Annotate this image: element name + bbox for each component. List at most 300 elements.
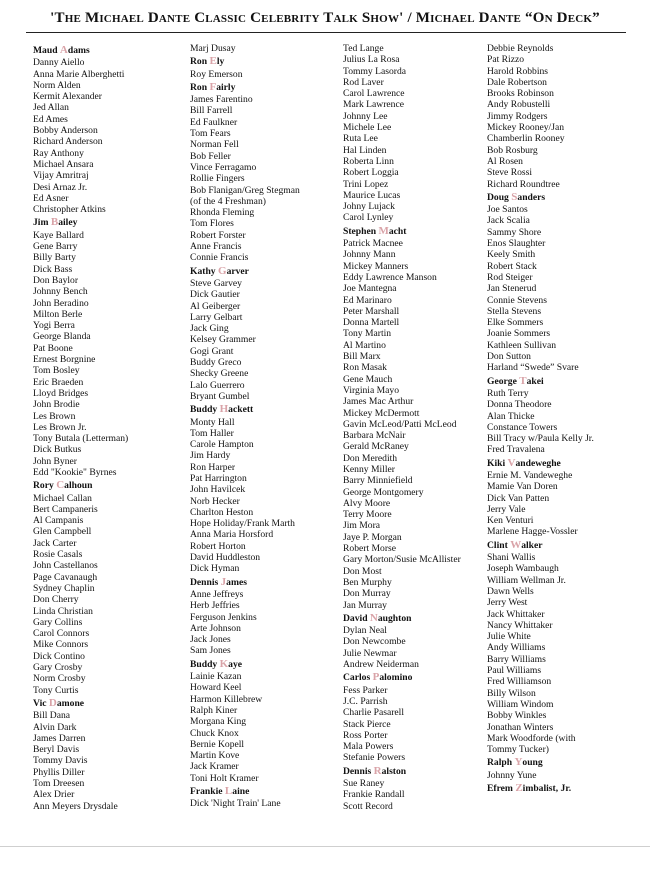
letter-section-header	[343, 766, 461, 777]
guest-name: Maurice Lucas	[343, 189, 401, 201]
guest-name: Sydney Chaplin	[33, 582, 95, 594]
guest-name: Christopher Atkins	[33, 204, 106, 216]
guest-name: Patrick Macnee	[343, 238, 403, 250]
section-header-text: ly	[216, 56, 225, 68]
guest-name: Tony Martin	[343, 328, 392, 340]
section-initial-letter: A	[59, 44, 68, 56]
page-title: 'The Michael Dante Classic Celebrity Talk Show' / Michael Dante “On Deck”	[50, 10, 600, 26]
guest-name: Carol Lawrence	[343, 88, 405, 100]
guest-name: Larry Gelbart	[190, 311, 243, 323]
guest-name: Lalo Guerrero	[190, 379, 245, 391]
guest-name: Bernie Kopell	[190, 738, 245, 750]
section-initial-letter: F	[209, 80, 217, 93]
section-header-text: alhoun	[64, 480, 93, 492]
guest-name: Dick Hyman	[190, 563, 240, 575]
guest-name: Don Newcombe	[343, 636, 406, 648]
guest-name: Toni Holt Kramer	[190, 772, 259, 784]
guest-name: Ed Asner	[33, 192, 69, 204]
guest-name: Virginia Mayo	[343, 384, 400, 396]
guest-name: Harland “Swede” Svare	[487, 362, 579, 374]
guest-name: Bill Marx	[343, 351, 381, 363]
guest-name: Dale Robertson	[487, 76, 547, 88]
guest-name: Sam Jones	[190, 645, 231, 657]
section-initial-letter: M	[378, 224, 389, 237]
guest-name: Mickey Rooney/Jan	[487, 122, 565, 134]
guest-name: Ann Meyers Drysdale	[33, 800, 118, 812]
guest-name: Stack Pierce	[343, 718, 391, 730]
guest-name: Tom Haller	[190, 427, 234, 439]
letter-section-header	[487, 757, 594, 768]
guest-name: Ruth Terry	[487, 387, 529, 399]
guest-name: Gogi Grant	[190, 345, 234, 357]
guest-name: Alex Drier	[33, 789, 75, 801]
guest-name: Rosie Casals	[33, 549, 83, 561]
guest-name: Pat Boone	[33, 342, 73, 354]
guest-name: Paul Williams	[487, 665, 542, 677]
guest-name: William Windom	[487, 698, 554, 710]
guest-name: Robert Morse	[343, 543, 397, 555]
guest-name: Hal Linden	[343, 144, 387, 156]
guest-name: Jerry West	[487, 597, 528, 609]
guest-name: John Brodie	[33, 399, 80, 411]
guest-name: Kermit Alexander	[33, 91, 102, 103]
section-initial-letter: S	[511, 190, 518, 203]
letter-section-header	[190, 266, 300, 277]
guest-name: Peter Marshall	[343, 305, 400, 317]
section-initial-letter: Y	[514, 756, 523, 769]
guest-name: Ed Faulkner	[190, 116, 238, 128]
guest-name: Rod Laver	[343, 76, 384, 88]
guest-name: Julie Newmar	[343, 647, 397, 659]
guest-name: Norb Hecker	[190, 495, 240, 507]
guest-name: Jan Murray	[343, 599, 387, 611]
guest-name: Bryant Gumbel	[190, 390, 250, 402]
guest-name: Ferguson Jenkins	[190, 611, 257, 623]
guest-name: Al Campanis	[33, 515, 84, 527]
guest-name: Bobby Winkles	[487, 710, 547, 722]
section-header-text: Frankie	[190, 786, 225, 797]
guest-name: Norm Alden	[33, 79, 81, 91]
section-header-text: aughton	[377, 612, 412, 624]
guest-name: Don Baylor	[33, 274, 79, 286]
guest-name: Norm Crosby	[33, 673, 86, 685]
guest-name: Shecky Greene	[190, 368, 249, 380]
guest-name: Gene Barry	[33, 241, 78, 253]
letter-section-header	[190, 786, 300, 797]
guest-name: Mamie Van Doren	[487, 481, 558, 493]
guest-name: Pat Rizzo	[487, 54, 525, 66]
guest-name: Vijay Amritraj	[33, 170, 89, 182]
guest-name: Sue Raney	[343, 778, 385, 789]
guest-name: James Darren	[33, 732, 86, 744]
guest-name: Richard Anderson	[33, 136, 103, 148]
guest-name: Jim Mora	[343, 520, 381, 532]
section-header-text: David	[343, 612, 370, 624]
guest-name: Bill Dana	[33, 710, 71, 722]
guest-name: Jack Ging	[190, 323, 229, 335]
guest-name: Gene Mauch	[343, 373, 393, 385]
guest-name: Tony Curtis	[33, 684, 79, 696]
letter-section-header	[33, 45, 128, 56]
guest-name: Johnny Bench	[33, 286, 88, 298]
section-header-text: Kathy	[190, 265, 218, 277]
guest-name: Hope Holiday/Frank Marth	[190, 518, 295, 530]
bottom-divider	[0, 846, 650, 847]
guest-name: Eric Braeden	[33, 376, 84, 388]
guest-name: Tony Butala (Letterman)	[33, 433, 129, 445]
letter-section-header	[343, 226, 461, 237]
guest-name: Joe Santos	[487, 204, 528, 216]
guest-name: Dick Contino	[33, 650, 85, 662]
column-4	[487, 43, 594, 795]
guest-name: Joanie Sommers	[487, 328, 551, 340]
guest-name: Fred Williamson	[487, 676, 552, 688]
guest-name: Carol Lynley	[343, 212, 394, 224]
section-header-text: andeweghe	[515, 457, 561, 469]
guest-name: Norman Fell	[190, 139, 239, 151]
guest-name: Yogi Berra	[33, 320, 75, 332]
section-header-text: ailey	[58, 217, 78, 229]
guest-name: Bob Feller	[190, 150, 231, 162]
guest-name: George Blanda	[33, 331, 91, 343]
letter-section-header	[487, 192, 594, 203]
guest-name: Frankie Randall	[343, 789, 405, 801]
guest-name: Constance Towers	[487, 421, 558, 433]
guest-name: Charlton Heston	[190, 506, 254, 518]
guest-name: Gary Collins	[33, 616, 83, 628]
letter-section-header	[190, 659, 300, 670]
guest-name: Mike Connors	[33, 639, 89, 651]
section-header-text: Ron	[190, 81, 210, 93]
guest-name: Dick Van Patten	[487, 492, 550, 504]
guest-name: Gary Crosby	[33, 662, 83, 674]
guest-name: Mark Woodforde (with	[487, 732, 576, 744]
guest-name: Billy Barty	[33, 252, 76, 264]
title-underline	[26, 32, 626, 33]
guest-name: Pat Harrington	[190, 472, 247, 484]
guest-name: Donna Theodore	[487, 399, 552, 411]
guest-name: Mark Lawrence	[343, 99, 404, 111]
section-header-text: Buddy	[190, 404, 220, 416]
section-initial-letter: G	[218, 264, 227, 277]
guest-name: David Huddleston	[190, 552, 261, 564]
letter-section-header	[190, 404, 300, 415]
section-header-text: anders	[517, 191, 546, 203]
guest-name: Roberta Linn	[343, 155, 394, 167]
section-header-text: Efrem	[487, 783, 516, 794]
guest-name: Scott Record	[343, 800, 393, 812]
section-header-text: ames	[226, 576, 247, 588]
guest-name: James Farentino	[190, 94, 253, 106]
guest-name: Chuck Knox	[190, 727, 239, 739]
section-initial-letter: Z	[515, 782, 523, 794]
guest-name: Bill Tracy w/Paula Kelly Jr.	[487, 433, 594, 445]
guest-name: Joseph Wambaugh	[487, 563, 559, 575]
guest-name: Johnny Lee	[343, 110, 388, 122]
guest-name: Herb Jeffries	[190, 600, 240, 612]
guest-name: George Montgomery	[343, 486, 424, 498]
guest-name: Mickey McDermott	[343, 407, 420, 419]
guest-name: Stefanie Powers	[343, 752, 406, 764]
guest-name: Carol Connors	[33, 628, 90, 640]
guest-name: Jed Allan	[33, 102, 69, 114]
section-header-text: oung	[522, 757, 543, 769]
guest-name: Al Rosen	[487, 155, 523, 167]
guest-name: Shani Wallis	[487, 552, 536, 564]
section-initial-letter: R	[373, 764, 382, 777]
section-header-text: arver	[226, 265, 249, 277]
guest-name: Connie Francis	[190, 252, 249, 264]
guest-name: Dick Butkus	[33, 444, 82, 456]
guest-name: Kaye Ballard	[33, 229, 84, 241]
section-initial-letter: L	[224, 785, 233, 797]
guest-name: Jack Whittaker	[487, 608, 545, 620]
section-header-text: Buddy	[190, 658, 220, 670]
guest-name: Bert Campaneris	[33, 503, 98, 515]
guest-name: Jerry Vale	[487, 503, 526, 515]
guest-name: Jack Kramer	[190, 761, 239, 773]
guest-name: Barry Minniefield	[343, 475, 413, 487]
guest-name: Jim Hardy	[190, 450, 231, 462]
section-header-text: imbalist, Jr.	[522, 783, 572, 794]
section-header-text: amone	[56, 697, 85, 709]
guest-name: Jimmy Rodgers	[487, 110, 548, 122]
section-header-text: Rory	[33, 480, 57, 492]
section-header-text: Carlos	[343, 672, 373, 684]
guest-name: Elke Sommers	[487, 317, 544, 329]
guest-name: Marj Dusay	[190, 43, 236, 54]
section-header-text: alston	[381, 765, 407, 777]
guest-name: Tommy Tucker)	[487, 744, 549, 756]
section-header-text: Jim	[33, 217, 51, 229]
section-initial-letter: V	[507, 456, 516, 469]
guest-name: Anna Maria Horsford	[190, 529, 274, 541]
guest-name: Tom Bosley	[33, 365, 80, 377]
letter-section-header	[343, 613, 461, 624]
guest-name: Howard Keel	[190, 682, 242, 694]
guest-name: Lainie Kazan	[190, 671, 242, 683]
guest-name: Don Cherry	[33, 594, 79, 606]
section-header-text: Ron	[190, 56, 210, 68]
guest-name: Kenny Miller	[343, 463, 395, 475]
guest-name: Donna Martell	[343, 317, 400, 329]
guest-name: Gary Morton/Susie McAllister	[343, 554, 461, 566]
section-initial-letter: W	[510, 538, 522, 551]
guest-name: Al Geiberger	[190, 300, 241, 312]
section-initial-letter: K	[219, 657, 229, 670]
column-2	[190, 43, 300, 810]
letter-section-header	[487, 376, 594, 387]
guest-name: Rhonda Fleming	[190, 207, 255, 219]
guest-name: Anne Francis	[190, 241, 242, 253]
guest-name: Robert Stack	[487, 260, 537, 272]
guest-name: Harmon Killebrew	[190, 693, 263, 705]
guest-name: Don Meredith	[343, 452, 398, 464]
guest-name: Desi Arnaz Jr.	[33, 181, 88, 193]
guest-name: Ed Ames	[33, 113, 68, 125]
guest-name: Ron Masak	[343, 362, 387, 374]
guest-name: Vince Ferragamo	[190, 161, 257, 173]
guest-name: Rod Steiger	[487, 271, 533, 283]
guest-name: Harold Robbins	[487, 65, 549, 77]
guest-name: Chamberlin Rooney	[487, 133, 565, 145]
letter-section-header	[487, 540, 594, 551]
section-header-text: Dennis	[343, 765, 374, 777]
guest-name: Buddy Greco	[190, 357, 242, 369]
guest-name: Rollie Fingers	[190, 173, 245, 185]
guest-name: Bill Farrell	[190, 105, 233, 117]
guest-name: Ralph Kiner	[190, 704, 238, 716]
guest-name: Kathleen Sullivan	[487, 339, 557, 351]
letter-section-header	[190, 577, 300, 588]
guest-name: Arte Johnson	[190, 622, 241, 634]
guest-name: Gerald McRaney	[343, 441, 409, 453]
letter-section-header	[487, 783, 594, 794]
guest-name: Bob Flanigan/Greg Stegman	[190, 184, 300, 196]
section-header-text: Ralph	[487, 757, 515, 769]
guest-name: Jan Stenerud	[487, 283, 537, 295]
guest-name: Tommy Lasorda	[343, 65, 407, 77]
guest-name: Anna Marie Alberghetti	[33, 68, 125, 80]
section-header-text: alker	[521, 539, 543, 551]
guest-name: Alan Thicke	[487, 410, 535, 422]
guest-name: Milton Berle	[33, 308, 83, 320]
letter-section-header	[343, 672, 461, 683]
section-header-text: airly	[216, 81, 236, 93]
section-initial-letter: E	[209, 55, 217, 68]
guest-name: Barry Williams	[487, 653, 546, 665]
guest-name: Roy Emerson	[190, 68, 243, 80]
column-1	[33, 43, 128, 812]
section-initial-letter: P	[372, 671, 380, 684]
guest-name: Bob Rosburg	[487, 144, 538, 156]
guest-name: (of the 4 Freshman)	[190, 195, 266, 207]
guest-name: Andrew Neiderman	[343, 659, 419, 671]
section-header-text: Vic	[33, 697, 49, 709]
guest-name: Terry Moore	[343, 509, 392, 521]
guest-name: Dick Bass	[33, 263, 73, 275]
guest-name: James Mac Arthur	[343, 396, 414, 408]
guest-name: Julie White	[487, 631, 531, 643]
guest-name: Michele Lee	[343, 122, 392, 134]
guest-name: Tom Flores	[190, 218, 234, 230]
section-header-text: dams	[67, 45, 90, 56]
guest-name: Ross Porter	[343, 729, 388, 741]
guest-name: Alvy Moore	[343, 497, 391, 509]
guest-name: Keely Smith	[487, 249, 536, 261]
guest-name: J.C. Parrish	[343, 695, 388, 707]
section-header-text: Doug	[487, 191, 512, 203]
guest-name: John Byner	[33, 455, 77, 467]
guest-name: Robert Loggia	[343, 167, 399, 179]
guest-name: Dick Gautier	[190, 289, 240, 301]
guest-name: Jaye P. Morgan	[343, 531, 402, 543]
guest-name: Johny Lujack	[343, 201, 395, 213]
guest-name: John Castellanos	[33, 560, 98, 572]
section-header-text: Maud	[33, 45, 60, 56]
guest-name: Nancy Whittaker	[487, 619, 553, 631]
guest-name: William Wellman Jr.	[487, 574, 566, 586]
guest-name: Jack Scalia	[487, 215, 530, 227]
guest-name: Beryl Davis	[33, 744, 80, 756]
section-header-text: George	[487, 375, 520, 387]
guest-name: Steve Rossi	[487, 167, 533, 179]
guest-name: Les Brown	[33, 410, 76, 422]
guest-name: Tom Dreesen	[33, 778, 85, 789]
guest-name: Johnny Yune	[487, 769, 537, 781]
guest-name: Fred Travalena	[487, 444, 545, 456]
guest-name: John Havilcek	[190, 484, 246, 496]
guest-name: Lloyd Bridges	[33, 387, 89, 399]
guest-name: Al Martino	[343, 339, 386, 351]
column-3	[343, 43, 461, 812]
guest-name: Fess Parker	[343, 684, 388, 696]
guest-name: Tom Fears	[190, 128, 231, 140]
guest-name: Andy Williams	[487, 642, 546, 654]
guest-name: Eddy Lawrence Manson	[343, 271, 437, 283]
guest-name: Debbie Reynolds	[487, 43, 554, 54]
guest-name: Dick 'Night Train' Lane	[190, 798, 281, 810]
guest-name: Morgana King	[190, 716, 247, 728]
guest-name: Robert Horton	[190, 540, 246, 552]
guest-name: Stella Stevens	[487, 305, 542, 317]
guest-name: Robert Forster	[190, 229, 246, 241]
guest-name: Charlie Pasarell	[343, 707, 405, 719]
guest-name: Joe Mantegna	[343, 283, 397, 295]
guest-name: Brooks Robinson	[487, 88, 554, 100]
guest-name: Steve Garvey	[190, 277, 242, 289]
guest-name: Marlene Hagge-Vossler	[487, 526, 578, 538]
guest-name: Andy Robustelli	[487, 99, 551, 111]
guest-name: Carole Hampton	[190, 439, 254, 451]
guest-name: Ruta Lee	[343, 133, 378, 145]
section-initial-letter: H	[219, 403, 229, 416]
guest-name: Page Cavanaugh	[33, 571, 98, 583]
guest-name: Bobby Anderson	[33, 125, 98, 137]
guest-name: Jonathan Winters	[487, 721, 554, 733]
guest-name: Ron Harper	[190, 461, 236, 473]
section-header-text: Stephen	[343, 225, 379, 237]
guest-name: Gavin McLeod/Patti McLeod	[343, 418, 457, 430]
guest-name: Dylan Neal	[343, 625, 387, 637]
section-initial-letter: T	[519, 374, 527, 387]
guest-name: Johnny Mann	[343, 249, 396, 261]
guest-name: Don Sutton	[487, 351, 531, 363]
guest-name: Edd "Kookie" Byrnes	[33, 466, 117, 478]
guest-name: Ken Venturi	[487, 515, 534, 527]
guest-name: John Beradino	[33, 297, 89, 309]
section-header-text: aine	[232, 786, 250, 797]
guest-name: Danny Aiello	[33, 57, 85, 69]
guest-name: Monty Hall	[190, 416, 235, 428]
letter-section-header	[190, 82, 300, 93]
guest-name: Jack Jones	[190, 634, 231, 646]
letter-section-header	[190, 56, 300, 67]
guest-name: Mala Powers	[343, 741, 394, 753]
guest-name: Jack Carter	[33, 537, 77, 549]
section-header-text: alomino	[379, 672, 413, 684]
guest-name: Dawn Wells	[487, 585, 534, 597]
guest-name: Les Brown Jr.	[33, 421, 87, 433]
guest-name: Trini Lopez	[343, 178, 389, 190]
guest-name: Mickey Manners	[343, 260, 409, 272]
section-header-text: aye	[228, 658, 243, 670]
guest-name: Don Murray	[343, 588, 391, 600]
letter-section-header	[33, 698, 128, 709]
guest-name: Barbara McNair	[343, 430, 406, 442]
guest-name: Ernest Borgnine	[33, 354, 96, 366]
guest-name: Glen Campbell	[33, 526, 92, 538]
